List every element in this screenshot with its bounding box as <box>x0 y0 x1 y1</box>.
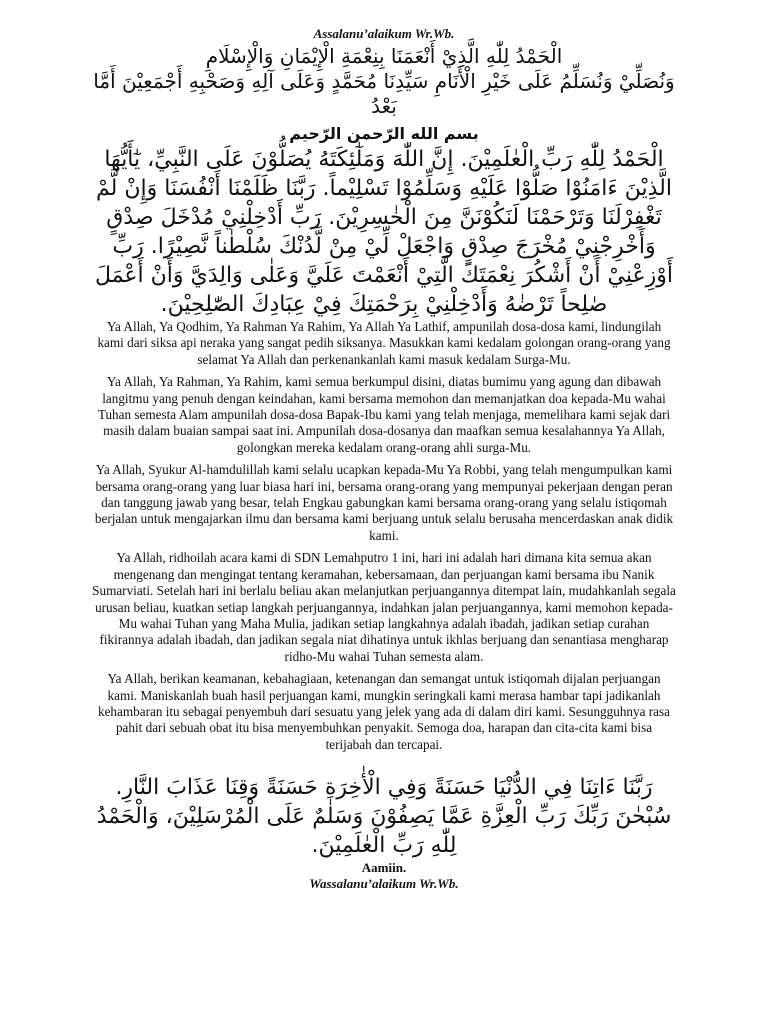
arabic-praise-line-1: الْحَمْدُ لِلّٰهِ الَّذِيْ أَنْعَمَنَا بِنِعْمَةِ الْإِيْمَانِ وَالْإِسْلَامِ <box>205 44 563 68</box>
closing-greeting: Wassalanu’alaikum Wr.Wb. <box>309 876 459 892</box>
arabic-closing-prayer: رَبَّنَا ءَاتِنَا فِي الدُّنْيَا حَسَنَةً وَفِي الْأٰخِرَةِ حَسَنَةً وَقِنَا عَذَابَ النَّارِ. سُبْحٰنَ رَبِّكَ رَبِّ الْعِزَّةِ عَمَّا يَصِفُوْنَ وَسَلٰمٌ عَلَى الْمُرْسَلِيْنَ، وَالْحَمْدُ لِلّٰهِ رَبِّ الْعٰلَمِيْنَ. <box>96 775 672 859</box>
opening-greeting: Assalanu’alaikum Wr.Wb. <box>313 26 455 41</box>
prayer-paragraph-5: Ya Allah, berikan keamanan, kebahagiaan, ketenangan dan semangat untuk istiqomah dijalan perjuangan kami. Maniskanlah buah hasil perjuangan kami, mungkin seringkali kami merasa hambar tapi jadikanlah kehambaran itu sebagai penyembuh dari sesuatu yang jelek yang ada di dalam diri kami. Sesungguhnya rasa pahit dari sebuah obat itu bisa menyembuhkan penyakit. Semoga doa, harapan dan cita-cita kami bisa terijabah dan tercapai. <box>97 671 670 752</box>
spacer <box>92 759 676 773</box>
prayer-paragraph-1: Ya Allah, Ya Qodhim, Ya Rahman Ya Rahim, Ya Allah Ya Lathif, ampunilah dosa-dosa kami, lindungilah kami dari siksa api neraka yang sangat pedih siksanya. Masukkan kami kedalam golongan orang-orang yang selamat Ya Allah dan perkenankanlah kami masuk kedalam Surga-Mu. <box>97 319 671 367</box>
prayer-paragraph-4: Ya Allah, ridhoilah acara kami di SDN Lemahputro 1 ini, hari ini adalah hari dimana kita semua akan mengenang dan mengingat tentang keramahan, kebersamaan, dan perjuangan kami bersama ibu Nanik Sumarviati. Setelah hari ini berlalu beliau akan melanjutkan perjuangannya ditempat lain, mudahkanlah segala urusan beliau, kuatkan setiap langkah perjuangannya, indahkan jalan perjuangannya, kami memohon kepada-Mu wahai Tuhan yang Maha Mulia, jadikan setiap langkahnya adalah ibadah, jadikan setiap curahan fikirannya adalah ibadah, dan jadikan segala niat dihatinya untuk ikhlas berjuang dan senantiasa mengharap ridho-Mu wahai Tuhan semesta alam. <box>92 550 676 664</box>
arabic-basmalah: بسم الله الرّحمن الرّحيم <box>289 124 479 143</box>
amen-text: Aamiin. <box>361 860 407 876</box>
arabic-praise-line-2: وَنُصَلِّيْ وَنُسَلِّمُ عَلَى خَيْرِ الْأَنَامِ سَيِّدِنَا مُحَمَّدٍ وَعَلَى آلِهِ وَصَحْبِهِ أَجْمَعِيْنَ أَمَّا بَعْدُ <box>93 69 675 118</box>
prayer-paragraph-2: Ya Allah, Ya Rahman, Ya Rahim, kami semua berkumpul disini, diatas bumimu yang agung dan dibawah langitmu yang penuh dengan keindahan, kami bersama memohon dan memanjatkan doa kepada-Mu wahai Tuhan semesta Alam ampunilah dosa-dosa Bapak-Ibu kami yang telah menjaga, memelihara kami sejak dari masih dalam buaian sampai saat ini. Ampunilah dosa-dosanya dan maafkan semua kesalahannya Ya Allah, golongkan mereka kedalam orang-orang ahli surga-Mu. <box>97 374 671 455</box>
arabic-opening-prayer: الْحَمْدُ لِلّٰهِ رَبِّ الْعٰلَمِيْنَ. إِنَّ اللّٰهَ وَمَلٰٓئِكَتَهُ يُصَلُّوْنَ عَلَى النَّبِيِّ، يٰٓأَيُّهَا الَّذِيْنَ ءَامَنُوْا صَلُّوْا عَلَيْهِ وَسَلِّمُوْا تَسْلِيْماً. رَبَّنَا ظَلَمْنَا أَنْفُسَنَا وَإِنْ لَّمْ تَغْفِرْلَنَا وَتَرْحَمْنَا لَنَكُوْنَنَّ مِنَ الْخٰسِرِيْنَ. رَبِّ أَدْخِلْنِيْ مُدْخَلَ صِدْقٍ وَأَخْرِجْنِيْ مُخْرَجَ صِدْقٍ وَاجْعَلْ لِّيْ مِنْ لَّدُنْكَ سُلْطٰناً نَّصِيْرًا. رَبِّ أَوْزِعْنِيْ أَنْ أَشْكُرَ نِعْمَتَكَ الَّتِيْ أَنْعَمْتَ عَلَيَّ وَعَلٰى وَالِدَيَّ وَأَنْ أَعْمَلَ صٰلِحاً تَرْضٰهُ وَأَدْخِلْنِيْ بِرَحْمَتِكَ فِيْ عِبَادِكَ الصّٰلِحِيْنَ. <box>95 147 673 317</box>
prayer-paragraph-3: Ya Allah, Syukur Al-hamdulillah kami selalu ucapkan kepada-Mu Ya Robbi, yang telah mengumpulkan kami bersama orang-orang yang luar biasa hari ini, bersama orang-orang yang mempunyai pekerjaan dengan peran dan tanggung jawab yang besar, telah Engkau gabungkan kami bersama orang-orang yang selalu istiqomah berjalan untuk mengajarkan ilmu dan bersama kami berjuang untuk selalu berusaha mencerdaskan anak didik kami. <box>94 462 674 543</box>
